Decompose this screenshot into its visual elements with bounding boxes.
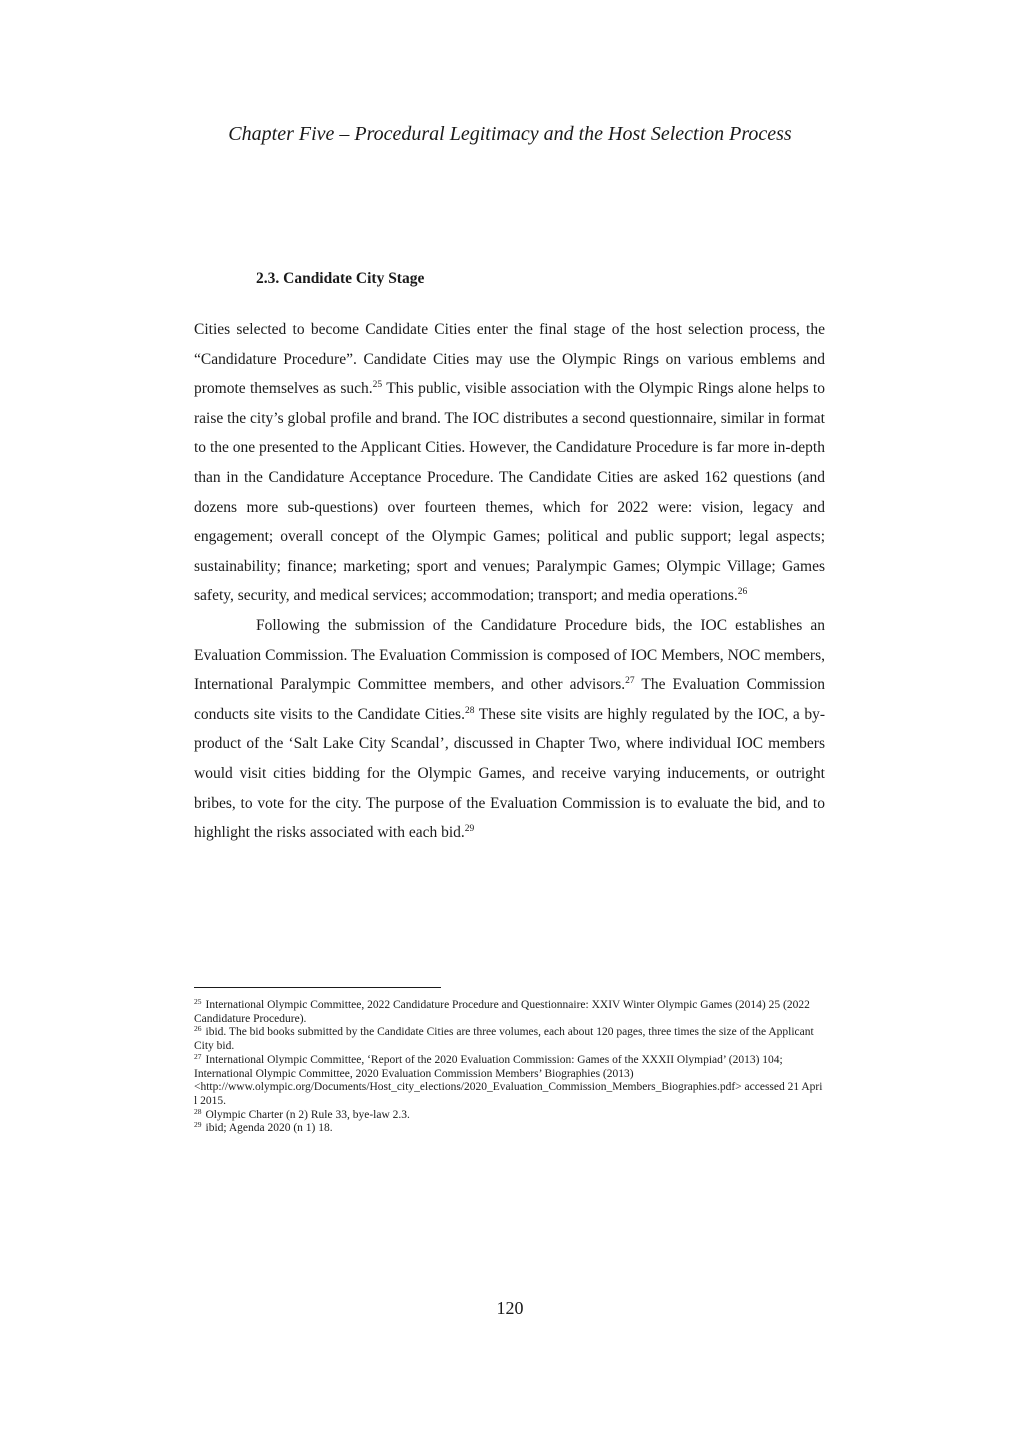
footnote-25: [194, 999, 825, 1026]
footnote-text: International Olympic Committee, ‘Report of the 2020 Evaluation Commission: Games of the XXXII Olympiad’ (2013) 104; International Olympic Committee, 2020 Evaluation Commission Members’ Biographies (2013): [194, 1053, 783, 1080]
footnote-28: [194, 1106, 825, 1123]
paragraph-2-text-c: These site visits are highly regulated by the IOC, a by-product of the ‘Salt Lake City Scandal’, discussed in Chapter Two, where individual IOC members would visit cities bidding for the Olympic Games, and receive varying inducements, or outright bribes, to vote for the city. The purpose of the Evaluation Commission is to evaluate the bid, and to highlight the risks associated with each bid.: [194, 705, 825, 842]
paragraph-2: [194, 611, 825, 848]
footnote-27: [194, 1051, 825, 1109]
running-header: Chapter Five – Procedural Legitimacy and the Host Selection Process: [228, 123, 792, 145]
footnote-number: 29: [194, 1120, 202, 1130]
paragraph-2-text-b: The Evaluation Commission conducts site visits to the Candidate Cities.: [194, 676, 825, 723]
paragraph-1-text-a: Cities selected to become Candidate Cities enter the final stage of the host selection process, the “Candidature Procedure”. Candidate Cities may use the Olympic Rings on various emblems and promote themselves as such.: [194, 321, 825, 398]
footnote-number: 27: [194, 1051, 202, 1061]
footnote-text: International Olympic Committee, 2022 Candidature Procedure and Questionnaire: XXIV Winter Olympic Games (2014) 25 (2022 Candidature Procedure).: [194, 999, 810, 1025]
footnote-number: 26: [194, 1024, 202, 1034]
footnote-text: ibid. The bid books submitted by the Candidate Cities are three volumes, each about 120 pages, three times the size of the Applicant City bid.: [194, 1026, 814, 1053]
body-text: [194, 315, 825, 848]
paragraph-2-text-a: Following the submission of the Candidature Procedure bids, the IOC establishes an Evaluation Commission. The Evaluation Commission is composed of IOC Members, NOC members, International Paralympic Committee members, and other advisors.: [194, 616, 825, 694]
footnote-number: 25: [194, 997, 202, 1006]
footnote-text: ibid; Agenda 2020 (n 1) 18.: [205, 1122, 333, 1135]
footnote-ref-28[interactable]: 28: [464, 705, 475, 716]
paragraph-1-text-b: This public, visible association with the Olympic Rings alone helps to raise the city’s global profile and brand. The IOC distributes a second questionnaire, similar in format to the one presented to the Applicant Cities. However, the Candidature Procedure is far more in-depth than in the Candidature Acceptance Procedure. The Candidate Cities are asked 162 questions (and dozens more sub-questions) over fourteen themes, which for 2022 were: vision, legacy and engagement; overall concept of the Olympic Games; political and public support; legal aspects; sustainability; finance; marketing; sport and venues; Paralympic Games; Olympic Village; Games safety, security, and medical services; accommodation; transport; and media operations.: [194, 380, 825, 605]
footnote-text: Olympic Charter (n 2) Rule 33, bye-law 2.3.: [205, 1108, 410, 1121]
footnote-29: [194, 1122, 825, 1136]
footnote-divider: [194, 987, 441, 988]
page-number: 120: [496, 1298, 524, 1318]
footnote-ref-25[interactable]: 25: [372, 380, 383, 391]
footnotes: [194, 999, 825, 1136]
footnote-url-link[interactable]: <http://www.olympic.org/Documents/Host_city_elections/2020_Evaluation_Commission_Members_Biographies.pdf> accessed 21 April 2015.: [194, 1081, 823, 1107]
footnote-ref-29[interactable]: 29: [464, 824, 475, 835]
section-heading: 2.3. Candidate City Stage: [256, 270, 425, 287]
footnote-number: 28: [194, 1106, 202, 1116]
footnote-ref-27[interactable]: 27: [625, 676, 635, 687]
footnote-ref-26[interactable]: 26: [737, 587, 748, 598]
paragraph-1: [194, 315, 825, 611]
footnote-26: [194, 1026, 825, 1053]
